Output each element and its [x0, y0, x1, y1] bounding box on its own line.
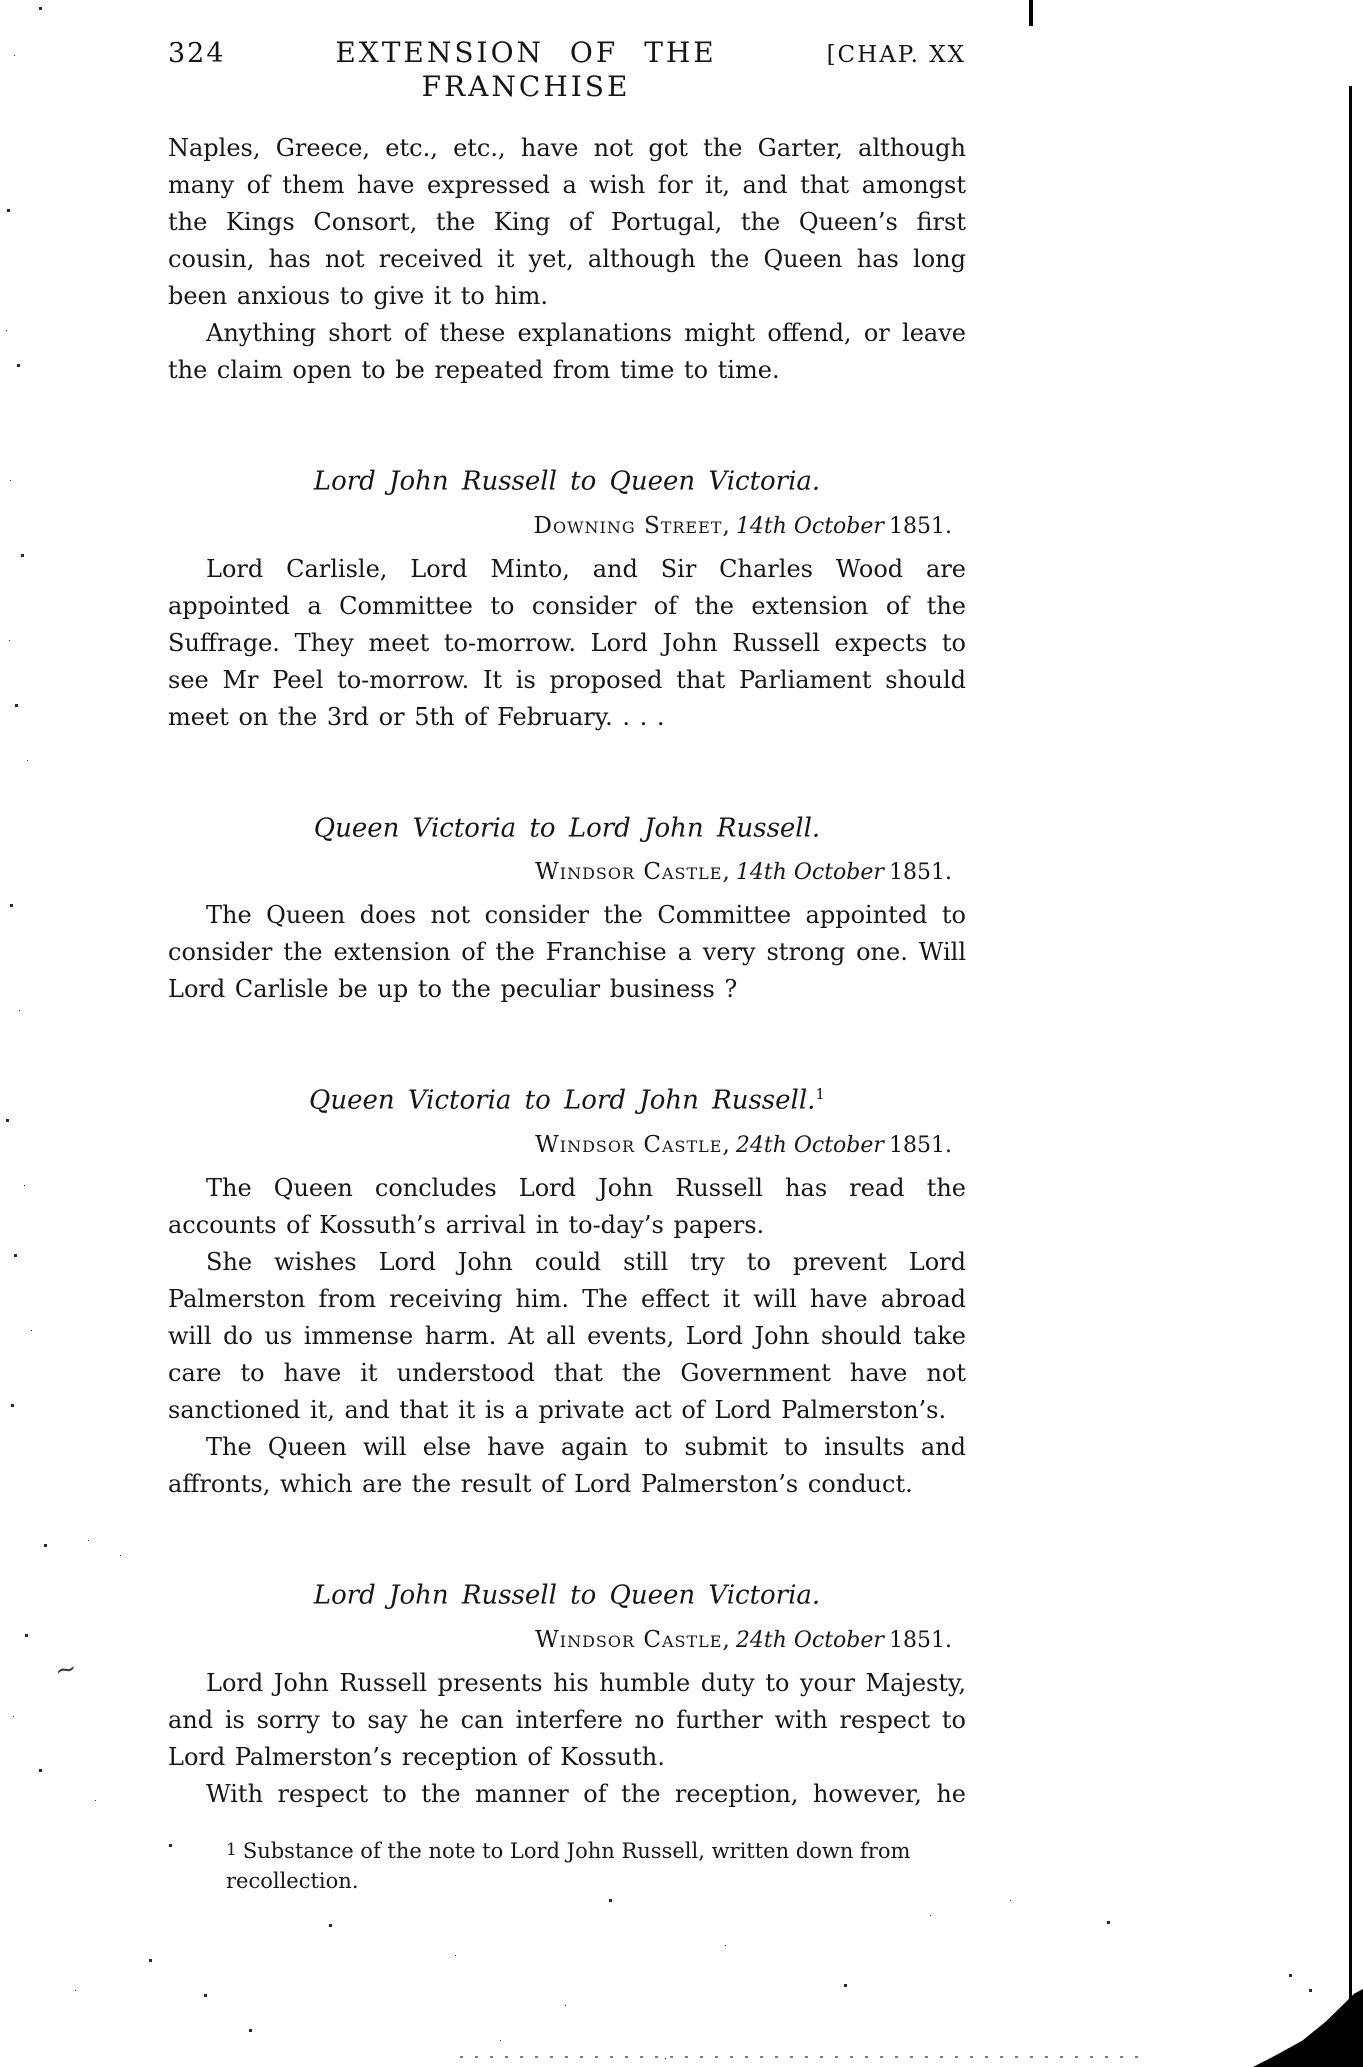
- dateline-place: Windsor Castle,: [535, 1131, 731, 1158]
- footnote-text: Substance of the note to Lord John Russell, written down from recollection.: [226, 1838, 911, 1893]
- letter-paragraph: The Queen will else have again to submit to insults and affronts, which are the result of Lord Palmerston’s conduct.: [168, 1432, 966, 1498]
- letter-heading-text: Lord John Russell to Queen Victoria.: [313, 466, 821, 497]
- letter-paragraph: Lord John Russell presents his humble duty to your Majesty, and is sorry to say he can interfere no further with respect to Lord Palmerston’s reception of Kossuth.: [168, 1668, 966, 1771]
- scan-artifact-tilde-mark: ~: [52, 1653, 80, 1687]
- dateline-year: 1851.: [889, 1627, 952, 1653]
- letter-heading: [168, 1571, 966, 1615]
- running-header: [168, 36, 966, 104]
- letter-paragraph: With respect to the manner of the reception, however, he: [206, 1779, 966, 1808]
- intro-paragraph: Anything short of these explanations might offend, or leave the claim open to be repeated from time to time.: [168, 319, 966, 384]
- letter-section: [168, 1571, 966, 1813]
- letter-section: [168, 1076, 966, 1503]
- dateline-date: 24th October: [735, 1627, 884, 1653]
- scan-artifact-top-tick: [1029, 0, 1033, 26]
- letter-heading: [168, 1076, 966, 1120]
- letter-dateline: [168, 1130, 966, 1162]
- letter-heading: [168, 457, 966, 501]
- dateline-year: 1851.: [889, 1132, 952, 1158]
- letter-section: [168, 457, 966, 736]
- dateline-place: Windsor Castle,: [535, 1626, 731, 1653]
- dateline-year: 1851.: [889, 860, 952, 886]
- footnote: [168, 1835, 966, 1896]
- letter-dateline: [168, 857, 966, 889]
- scan-artifact-corner-blob: [1253, 1989, 1363, 2067]
- page-number: 324: [168, 38, 226, 69]
- dateline-place: Windsor Castle,: [535, 859, 731, 886]
- letter-heading-text: Lord John Russell to Queen Victoria.: [313, 1580, 821, 1611]
- letter-paragraph: The Queen concludes Lord John Russell has read the accounts of Kossuth’s arrival in to-day’s papers.: [168, 1173, 966, 1239]
- dateline-date: 14th October: [735, 860, 884, 886]
- footnote-marker: 1: [226, 1839, 237, 1860]
- letter-dateline: [168, 1625, 966, 1657]
- scan-artifact-edge-line: [1349, 86, 1352, 2067]
- dateline-place: Downing Street,: [533, 512, 731, 539]
- chapter-label: [CHAP. XX: [826, 42, 966, 68]
- footnote-reference: 1: [815, 1085, 825, 1104]
- letter-paragraph: Lord Carlisle, Lord Minto, and Sir Charles Wood are appointed a Committee to consider of the extension of the Suffrage. They meet to-morrow. Lord John Russell expects to see Mr Peel to-morrow. It is proposed that Parliament should meet on the 3rd or 5th of February. . . .: [168, 554, 966, 731]
- letter-section: [168, 804, 966, 1009]
- book-page: [168, 36, 966, 1896]
- dateline-date: 24th October: [735, 1132, 884, 1158]
- letter-heading-text: Queen Victoria to Lord John Russell.: [313, 813, 821, 844]
- intro-paragraph: Naples, Greece, etc., etc., have not got the Garter, although many of them have expressed a wish for it, and that amongst the Kings Consort, the King of Portugal, the Queen’s first cousin, has not received it yet, although the Queen has long been anxious to give it to him.: [168, 134, 966, 310]
- dateline-year: 1851.: [889, 513, 952, 539]
- dateline-date: 14th October: [735, 513, 884, 539]
- scan-artifact-bottom-dots: [460, 2056, 1150, 2058]
- intro-text: [168, 130, 966, 389]
- scan-artifact-noise-specks: [0, 0, 1, 1]
- letter-paragraph: She wishes Lord John could still try to prevent Lord Palmerston from receiving him. The effect it will have abroad will do us immense harm. At all events, Lord John should take care to have it understood that the Government have not sanctioned it, and that it is a private act of Lord Palmerston’s.: [168, 1247, 966, 1424]
- running-title: EXTENSION OF THE FRANCHISE: [335, 36, 717, 103]
- letter-heading: [168, 804, 966, 848]
- letter-dateline: [168, 511, 966, 543]
- letter-paragraph: The Queen does not consider the Committee appointed to consider the extension of the Franchise a very strong one. Will Lord Carlisle be up to the peculiar business ?: [168, 901, 966, 1004]
- letter-heading-text: Queen Victoria to Lord John Russell.: [309, 1085, 816, 1116]
